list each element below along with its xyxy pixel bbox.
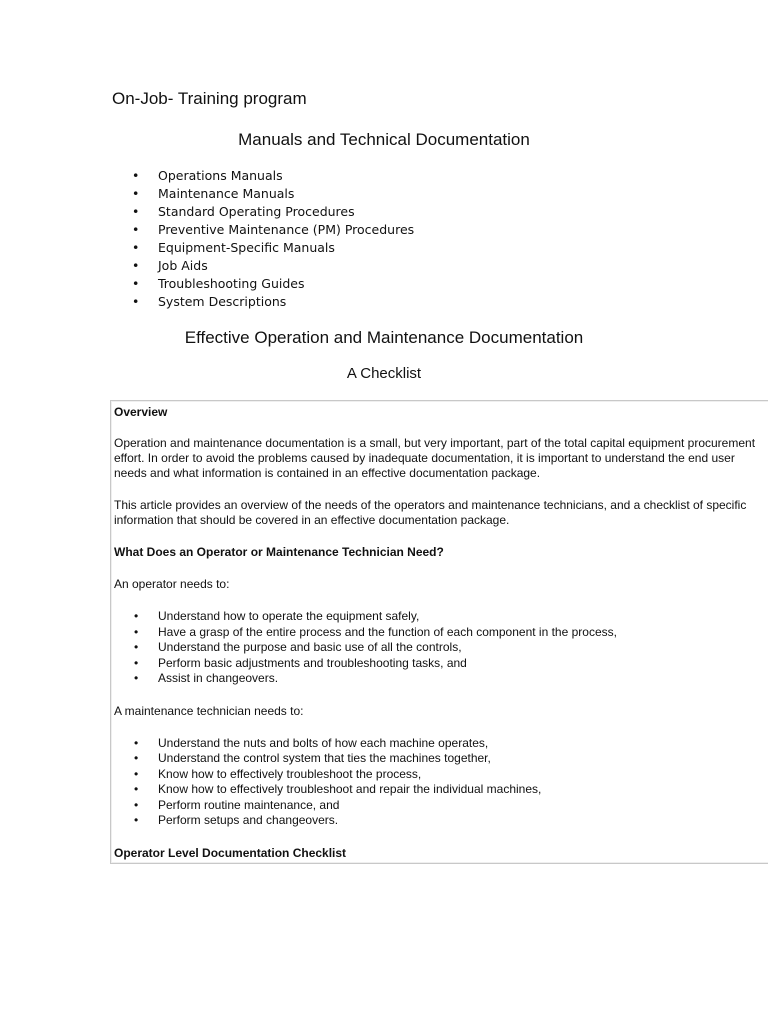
overview-paragraph-2: This article provides an overview of the needs of the operators and maintenance technicians, and a checklist of specific information that should be covered in an effective documentation package.: [114, 498, 747, 527]
overview-paragraph-1: Operation and maintenance documentation is a small, but very important, part of the total capital equipment procurement effort. In order to avoid the problems caused by inadequate documentation, it is important to understand the end user needs and what information is contained in an effective documentation package.: [114, 436, 756, 480]
list-item: • Perform setups and changeovers.: [114, 813, 764, 829]
overview-heading: Overview: [114, 405, 168, 419]
list-item: • System Descriptions: [132, 293, 414, 311]
list-item: • Assist in changeovers.: [114, 671, 764, 687]
operator-checklist-heading: Operator Level Documentation Checklist: [114, 845, 347, 860]
list-item: • Job Aids: [132, 257, 414, 275]
list-item: • Understand the purpose and basic use of all the controls,: [114, 640, 764, 656]
list-item: • Understand the control system that ties the machines together,: [114, 751, 764, 767]
list-item: • Know how to effectively troubleshoot and repair the individual machines,: [114, 782, 764, 798]
list-item: • Have a grasp of the entire process and the function of each component in the process,: [114, 625, 764, 641]
operator-intro: An operator needs to:: [114, 577, 230, 591]
page-title: On-Job- Training program: [112, 89, 307, 108]
list-item: • Perform routine maintenance, and: [114, 798, 764, 814]
list-item: • Understand how to operate the equipment safely,: [114, 609, 764, 625]
checklist-subheading: A Checklist: [346, 365, 422, 382]
checklist-box: [110, 400, 768, 864]
needs-heading: What Does an Operator or Maintenance Technician Need?: [114, 545, 444, 559]
list-item: • Troubleshooting Guides: [132, 275, 414, 293]
operator-needs-list: [114, 609, 764, 687]
effective-documentation-heading: Effective Operation and Maintenance Documentation: [184, 328, 584, 347]
list-item: • Know how to effectively troubleshoot the process,: [114, 767, 764, 783]
list-item: • Equipment-Specific Manuals: [132, 239, 414, 257]
list-item: • Perform basic adjustments and troubleshooting tasks, and: [114, 656, 764, 672]
manuals-list: [132, 167, 414, 311]
list-item: • Maintenance Manuals: [132, 185, 414, 203]
list-item: • Preventive Maintenance (PM) Procedures: [132, 221, 414, 239]
list-item: • Operations Manuals: [132, 167, 414, 185]
list-item: • Standard Operating Procedures: [132, 203, 414, 221]
technician-needs-list: [114, 736, 764, 829]
manuals-heading: Manuals and Technical Documentation: [238, 130, 530, 149]
technician-intro: A maintenance technician needs to:: [114, 703, 304, 718]
list-item: • Understand the nuts and bolts of how each machine operates,: [114, 736, 764, 752]
checklist-content: [114, 405, 764, 861]
